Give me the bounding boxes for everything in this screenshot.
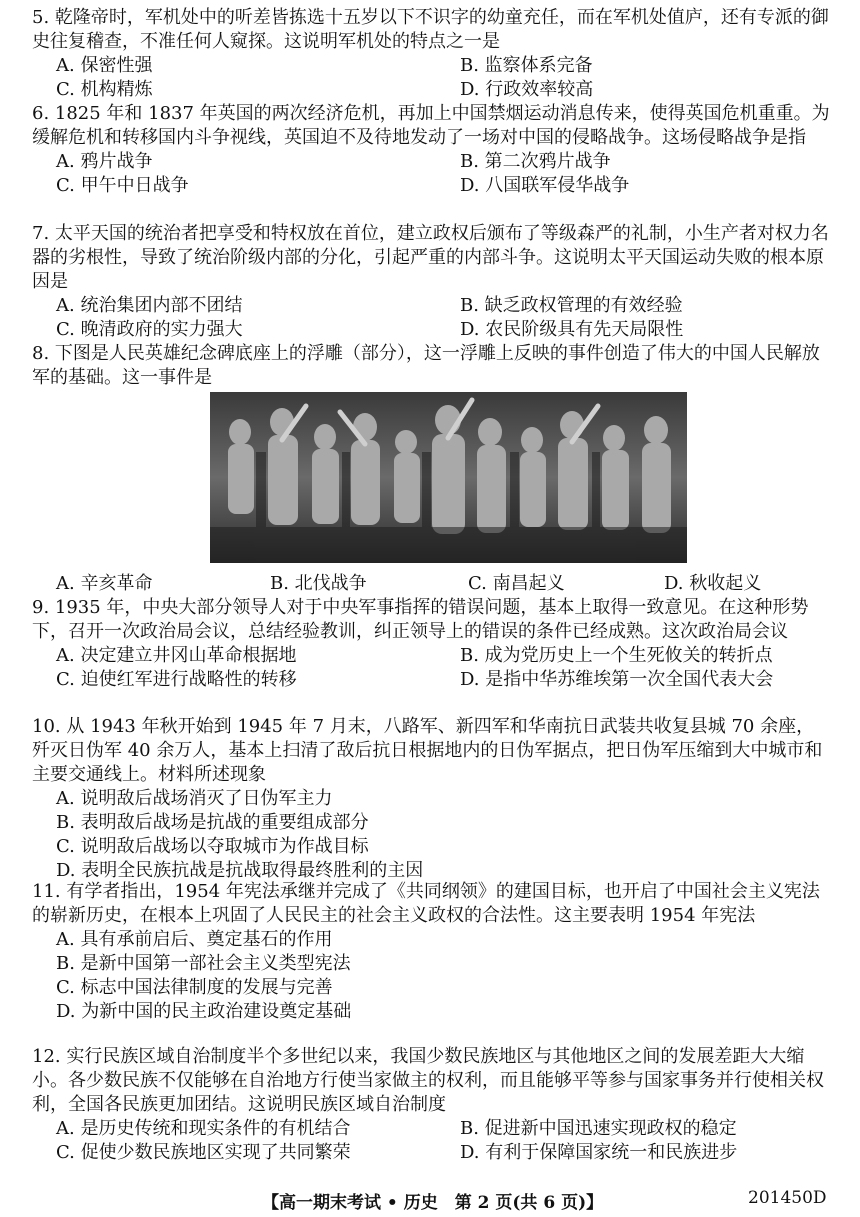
option-b: B. 第二次鸦片战争 [460, 151, 611, 172]
question-6 [32, 102, 832, 198]
option-c: C. 标志中国法律制度的发展与完善 [56, 977, 333, 998]
option-a: A. 统治集团内部不团结 [56, 295, 243, 316]
option-d: D. 为新中国的民主政治建设奠定基础 [56, 1001, 352, 1022]
options [56, 294, 832, 342]
option-b: B. 缺乏政权管理的有效经验 [460, 295, 683, 316]
relief-sculpture-illustration [210, 392, 687, 563]
option-a: A. 鸦片战争 [56, 151, 153, 172]
exam-code: 201450D [748, 1188, 827, 1208]
options [56, 150, 832, 198]
question-11 [32, 880, 832, 1024]
option-d: D. 八国联军侵华战争 [460, 175, 630, 196]
question-7 [32, 222, 832, 342]
question-stem: 10. 从 1943 年秋开始到 1945 年 7 月末，八路军、新四军和华南抗日武装共收复县城 70 余座，歼灭日伪军 40 余万人，基本上扫清了敌后抗日根据地内的日伪军据点，把日伪军压缩到大中城市和主要交通线上。材料所述现象 [32, 716, 823, 785]
option-a: A. 说明敌后战场消灭了日伪军主力 [56, 788, 333, 809]
option-c: C. 迫使红军进行战略性的转移 [56, 669, 297, 690]
option-d: D. 农民阶级具有先天局限性 [460, 319, 684, 340]
option-c: C. 甲午中日战争 [56, 175, 189, 196]
option-b: B. 促进新中国迅速实现政权的稳定 [460, 1118, 737, 1139]
footer-title: 【高一期末考试 • 历史 第 2 页(共 6 页)】 [262, 1193, 604, 1213]
question-8 [32, 342, 832, 390]
question-stem: 5. 乾隆帝时，军机处中的听差皆拣选十五岁以下不识字的幼童充任，而在军机处值庐，还有专派的御史往复稽查，不准任何人窥探。这说明军机处的特点之一是 [32, 7, 829, 52]
question-12 [32, 1045, 832, 1165]
option-b: B. 表明敌后战场是抗战的重要组成部分 [56, 812, 369, 833]
question-stem: 7. 太平天国的统治者把享受和特权放在首位，建立政权后颁布了等级森严的礼制，小生产者对权力名器的劣根性，导致了统治阶级内部的分化，引起严重的内部斗争。这说明太平天国运动失败的根本原因是 [32, 223, 829, 292]
question-stem: 6. 1825 年和 1837 年英国的两次经济危机，再加上中国禁烟运动消息传来，使得英国危机重重。为缓解危机和转移国内斗争视线，英国迫不及待地发动了一场对中国的侵略战争。这场侵略战争是指 [32, 103, 830, 148]
option-d: D. 是指中华苏维埃第一次全国代表大会 [460, 669, 774, 690]
question-stem: 12. 实行民族区域自治制度半个多世纪以来，我国少数民族地区与其他地区之间的发展差距大大缩小。各少数民族不仅能够在自治地方行使当家做主的权利，而且能够平等参与国家事务并行使相关权利，全国各民族更加团结。这说明民族区域自治制度 [32, 1046, 824, 1115]
question-5 [32, 6, 832, 102]
option-b: B. 北伐战争 [270, 573, 367, 594]
options [56, 572, 832, 596]
option-b: B. 监察体系完备 [460, 55, 593, 76]
option-a: A. 决定建立井冈山革命根据地 [56, 645, 297, 666]
relief-sculpture-image [210, 392, 687, 563]
option-c: C. 南昌起义 [468, 573, 565, 594]
option-a: A. 具有承前启后、奠定基石的作用 [56, 929, 333, 950]
options [56, 644, 832, 692]
question-10 [32, 715, 832, 883]
option-d: D. 有利于保障国家统一和民族进步 [460, 1142, 738, 1163]
option-c: C. 促使少数民族地区实现了共同繁荣 [56, 1142, 351, 1163]
question-stem: 9. 1935 年，中央大部分领导人对于中央军事指挥的错误问题，基本上取得一致意见。在这种形势下，召开一次政治局会议，总结经验教训，纠正领导上的错误的条件已经成熟。这次政治局会议 [32, 597, 809, 642]
question-stem: 8. 下图是人民英雄纪念碑底座上的浮雕（部分），这一浮雕上反映的事件创造了伟大的中国人民解放军的基础。这一事件是 [32, 343, 820, 388]
option-d: D. 表明全民族抗战是抗战取得最终胜利的主因 [56, 860, 424, 881]
option-a: A. 保密性强 [56, 55, 153, 76]
option-d: D. 行政效率较高 [460, 79, 594, 100]
option-c: C. 晚清政府的实力强大 [56, 319, 243, 340]
option-a: A. 辛亥革命 [56, 573, 153, 594]
question-9 [32, 596, 832, 692]
options [56, 787, 832, 883]
options [56, 928, 832, 1024]
question-8-options [32, 572, 832, 596]
options [56, 54, 832, 102]
option-b: B. 是新中国第一部社会主义类型宪法 [56, 953, 351, 974]
option-c: C. 机构精炼 [56, 79, 153, 100]
option-d: D. 秋收起义 [664, 573, 762, 594]
option-c: C. 说明敌后战场以夺取城市为作战目标 [56, 836, 369, 857]
option-b: B. 成为党历史上一个生死攸关的转折点 [460, 645, 773, 666]
option-a: A. 是历史传统和现实条件的有机结合 [56, 1118, 351, 1139]
question-stem: 11. 有学者指出，1954 年宪法承继并完成了《共同纲领》的建国目标，也开启了中国社会主义宪法的崭新历史，在根本上巩固了人民民主的社会主义政权的合法性。这主要表明 1954 年宪法 [32, 881, 820, 926]
options [56, 1117, 832, 1165]
